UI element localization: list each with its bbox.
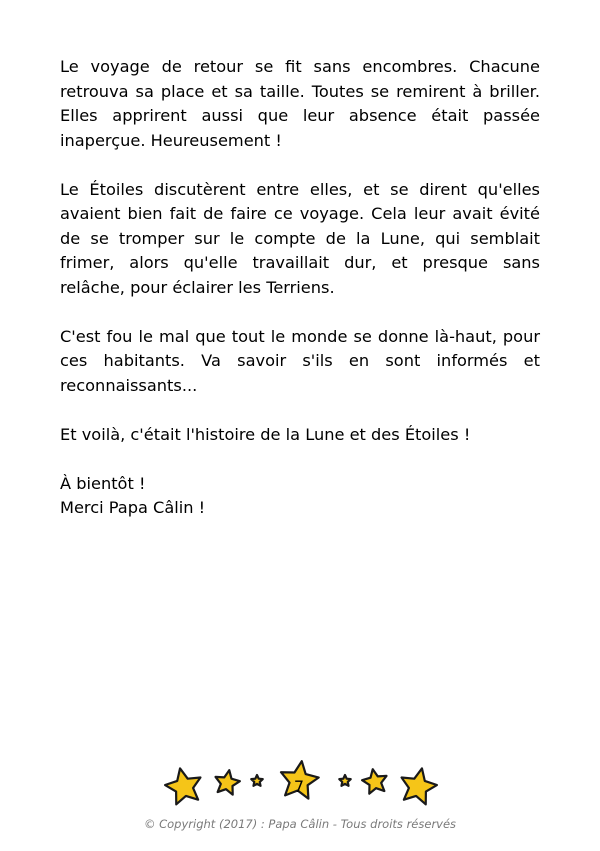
closing xyxy=(60,472,540,521)
footer-stars-decoration xyxy=(0,755,600,815)
paragraph-3: C'est fou le mal que tout le monde se donne là-haut, pour ces habitants. Va savoir s'ils en sont informés et reconnaissants... xyxy=(60,326,540,395)
closing-line-1: À bientôt ! xyxy=(60,473,146,493)
page-number: 7 xyxy=(293,777,305,796)
star-icon-small-right xyxy=(339,775,350,786)
closing-line-2: Merci Papa Câlin ! xyxy=(60,498,206,517)
star-icon-large-right xyxy=(402,768,437,804)
story-text xyxy=(60,55,540,545)
stars-svg xyxy=(0,755,600,815)
paragraph-1: Le voyage de retour se fit sans encombres. Chacune retrouva sa place et sa taille. Toutes se remirent à briller. Elles apprirent aussi que leur absence était passée inaperçue. Heureusement ! xyxy=(60,57,540,150)
star-icon-small-left xyxy=(251,775,262,786)
paragraph-4: Et voilà, c'était l'histoire de la Lune et des Étoiles ! xyxy=(60,424,471,444)
star-icon-medium-right xyxy=(362,769,386,793)
paragraph-2: Le Étoiles discutèrent entre elles, et se dirent qu'elles avaient bien fait de faire ce voyage. Cela leur avait évité de se tromper sur le compte de la Lune, qui semblait frimer, alors qu'elle travaillait dur, et presque sans relâche, pour éclairer les Terriens. xyxy=(60,179,540,297)
star-icon-medium-left xyxy=(216,770,240,794)
copyright-notice: © Copyright (2017) : Papa Câlin - Tous droits réservés xyxy=(143,817,457,831)
star-icon-large-left xyxy=(165,768,200,804)
